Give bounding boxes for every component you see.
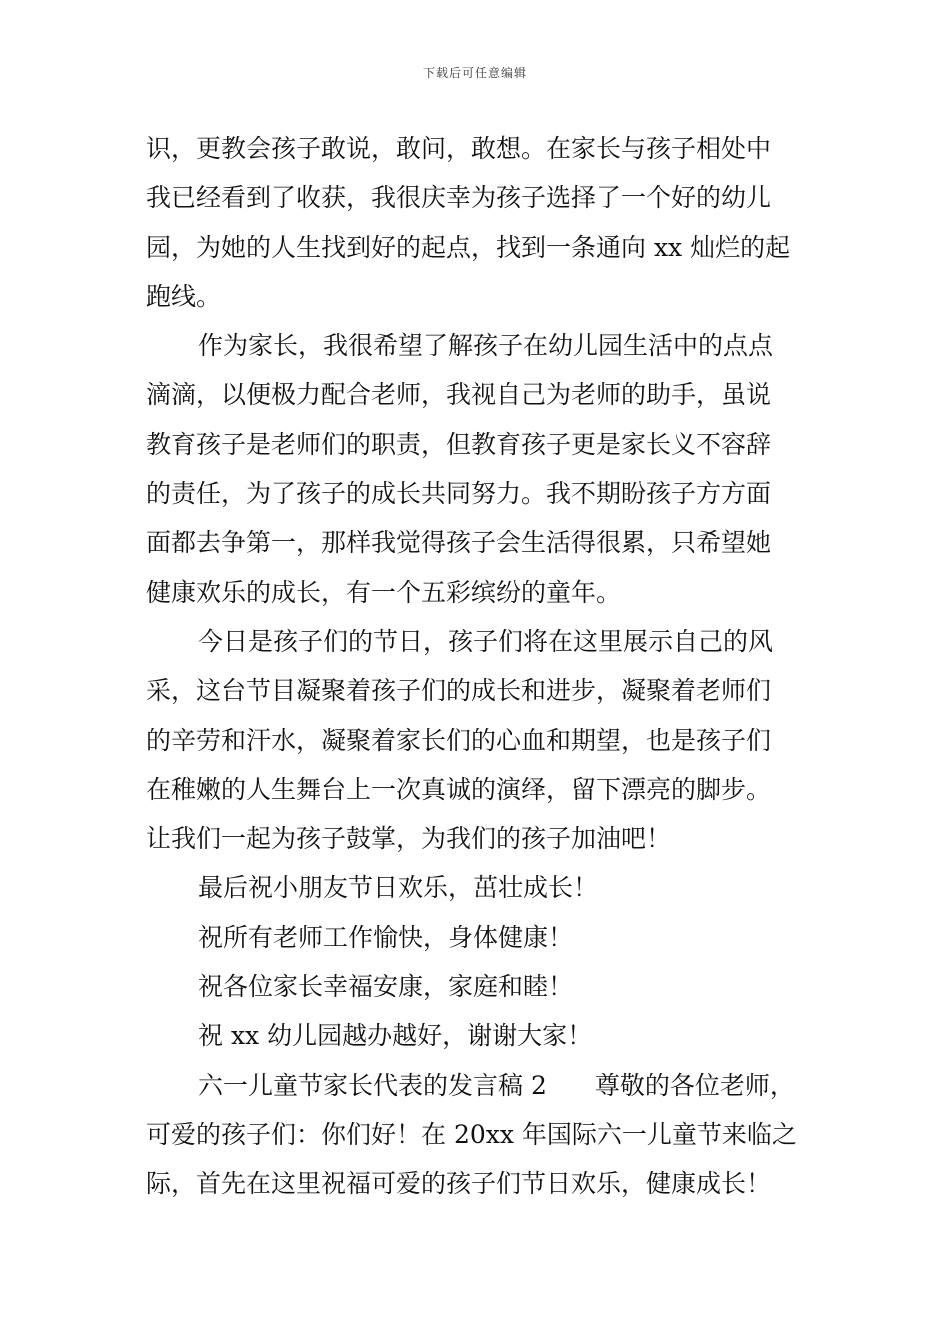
text-line: 我已经看到了收获，我很庆幸为孩子选择了一个好的幼儿 bbox=[146, 183, 772, 213]
text-line: 的辛劳和汗水，凝聚着家长们的心血和期望，也是孩子们 bbox=[146, 725, 772, 755]
paragraph-start: 今日是孩子们的节日，孩子们将在这里展示自己的风 bbox=[198, 626, 774, 656]
text-line: 跑线。 bbox=[146, 281, 222, 311]
text-line: 滴滴，以便极力配合老师，我视自己为老师的助手，虽说 bbox=[146, 380, 772, 410]
section-title-line bbox=[146, 1061, 808, 1110]
text-line: 教育孩子是老师们的职责，但教育孩子更是家长义不容辞 bbox=[146, 429, 772, 459]
text-line: 面都去争第一，那样我觉得孩子会生活得很累，只希望她 bbox=[146, 528, 772, 558]
document-body bbox=[146, 124, 808, 1209]
section-title: 六一儿童节家长代表的发言稿 2 bbox=[198, 1070, 547, 1100]
wish-line: 祝所有老师工作愉快，身体健康！ bbox=[198, 922, 574, 952]
text-line: 让我们一起为孩子鼓掌，为我们的孩子加油吧！ bbox=[146, 824, 672, 854]
text-line: 际，首先在这里祝福可爱的孩子们节日欢乐，健康成长！ bbox=[146, 1169, 772, 1199]
text-line: 采，这台节目凝聚着孩子们的成长和进步，凝聚着老师们 bbox=[146, 676, 772, 706]
paragraph-start: 作为家长，我很希望了解孩子在幼儿园生活中的点点 bbox=[198, 331, 774, 361]
salutation: 尊敬的各位老师， bbox=[594, 1070, 795, 1100]
wish-line: 最后祝小朋友节日欢乐，茁壮成长！ bbox=[198, 873, 599, 903]
text-line: 园，为她的人生找到好的起点，找到一条通向 xx 灿烂的起 bbox=[146, 232, 791, 262]
text-line: 健康欢乐的成长，有一个五彩缤纷的童年。 bbox=[146, 577, 622, 607]
text-line: 的责任，为了孩子的成长共同努力。我不期盼孩子方方面 bbox=[146, 479, 772, 509]
text-line: 可爱的孩子们：你们好！在 20xx 年国际六一儿童节来临之 bbox=[146, 1119, 797, 1149]
wish-line: 祝 xx 幼儿园越办越好，谢谢大家！ bbox=[198, 1021, 593, 1051]
text-line: 识，更教会孩子敢说，敢问，敢想。在家长与孩子相处中 bbox=[146, 134, 772, 163]
page-header: 下载后可任意编辑 bbox=[422, 66, 527, 80]
wish-line: 祝各位家长幸福安康，家庭和睦！ bbox=[198, 972, 574, 1002]
text-line: 在稚嫩的人生舞台上一次真诚的演绎，留下漂亮的脚步。 bbox=[146, 774, 772, 804]
